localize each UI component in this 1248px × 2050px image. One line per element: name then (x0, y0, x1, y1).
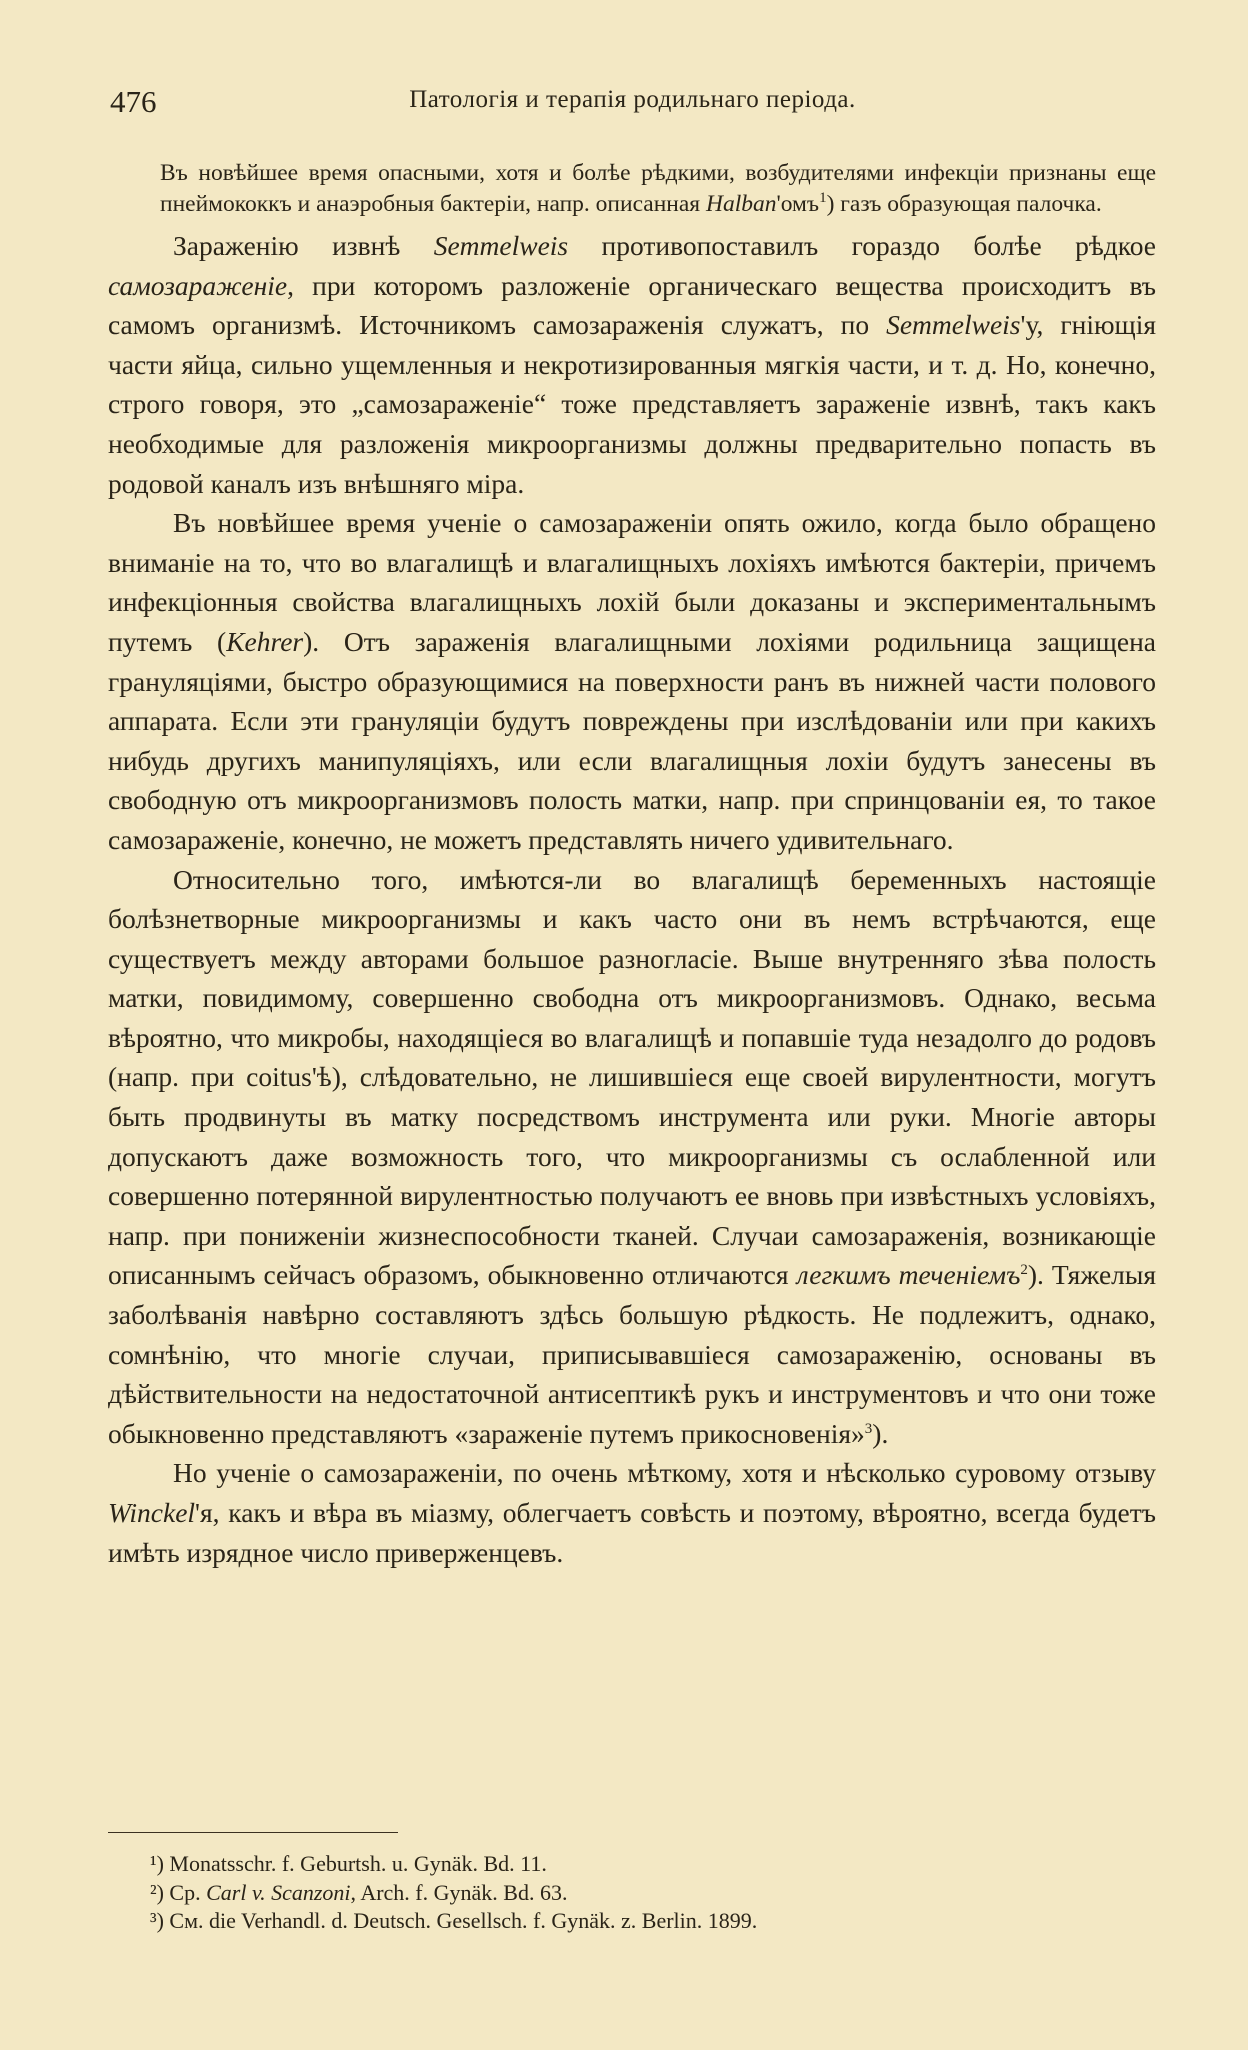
paragraph-3 (108, 860, 1156, 1454)
footnote-2 (150, 1879, 1050, 1908)
page-number: 476 (110, 84, 157, 119)
footnote-ref: 3 (864, 1420, 873, 1437)
text-span: ). Тяжелыя заболѣванія навѣрно составляютъ здѣсь большую рѣдкость. Не подлежитъ, однако, сомнѣнію, что многіе случаи, приписывавшіеся самозараженію, основаны въ дѣйствительности на недостаточной антисептикѣ рукъ и инструментовъ и что они тоже обыкновенно представляютъ «зараженіе путемъ прикосновенія» (108, 1259, 1157, 1449)
author-name: Winckel (108, 1497, 196, 1528)
text-span: , при которомъ разложеніе органическаго вещества происходитъ въ самомъ организмѣ. Источникомъ самозараженія служатъ, по (108, 269, 1156, 341)
text-span: Но ученіе о самозараженіи, по очень мѣткому, хотя и нѣсколько суровому отзыву (173, 1457, 1156, 1489)
page-body (108, 158, 1156, 1572)
text-span: , Arch. f. Gynäk. Bd. 63. (350, 1879, 568, 1905)
footnote-ref: 2 (1020, 1262, 1028, 1279)
text-span: 'омъ (776, 191, 820, 217)
intro-paragraph (108, 158, 1156, 220)
footnote-3: ³) См. die Verhandl. d. Deutsch. Gesellsch. f. Gynäk. z. Berlin. 1899. (150, 1908, 758, 1933)
paragraph-1 (108, 226, 1156, 503)
page-header (110, 84, 1155, 124)
paragraph-4 (108, 1453, 1156, 1572)
footnote-ref: 1 (819, 190, 827, 207)
footnotes (150, 1850, 1050, 1936)
author-name: Carl v. Scanzoni (206, 1879, 351, 1905)
text-span: Въ новѣйшее время ученіе о самозараженіи опять ожило, когда было обращено вниманіе на то, что во влагалищѣ и влагалищныхъ лохіяхъ имѣются бактеріи, причемъ инфекціонныя свойства влагалищныхъ лохій были доказаны и экспериментальнымъ путемъ ( (108, 507, 1156, 657)
emphasis-term: легкимъ теченіемъ (796, 1259, 1021, 1291)
author-name: Semmelweis (886, 309, 1021, 341)
footnote-1: ¹) Monatsschr. f. Geburtsh. u. Gynäk. Bd. 11. (150, 1851, 547, 1876)
text-span: Въ новѣйшее время опасными, хотя и болѣе рѣдкими, возбудителями инфекціи признаны еще пнеймококкъ и анаэробныя бактеріи, напр. описанная (160, 160, 1156, 217)
footnote-divider (108, 1832, 398, 1833)
text-span: ²) Cp. (150, 1879, 207, 1905)
paragraph-2 (108, 503, 1156, 859)
running-title: Патологія и терапія родильнаго періода. (409, 86, 856, 113)
author-name: Semmelweis (433, 230, 569, 261)
text-span: 'я, какъ и вѣра въ міазму, облегчаетъ совѣсть и поэтому, вѣроятно, всегда будетъ имѣть изрядное число приверженцевъ. (108, 1497, 1156, 1568)
text-span: Относительно того, имѣются-ли во влагалищѣ беременныхъ настоящіе болѣзнетворные микроорганизмы и какъ часто они въ немъ встрѣчаются, еще существуетъ между авторами большое разногласіе. Выше внутренняго зѣва полость матки, повидимому, совершенно свободна отъ микроорганизмовъ. Однако, весьма вѣроятно, что микробы, находящіеся во влагалищѣ и попавшіе туда незадолго до родовъ (напр. при coitus'ѣ), слѣдовательно, не лишившіеся еще своей вирулентности, могутъ быть продвинуты въ матку посредствомъ инструмента или руки. Многіе авторы допускаютъ даже возможность того, что микроорганизмы съ ослабленной или совершенно потерянной вирулентностью получаютъ ее вновь при извѣстныхъ условіяхъ, напр. при пониженіи жизнеспособности тканей. Случаи самозараженія, возникающіе описаннымъ сейчасъ образомъ, обыкновенно отличаются (108, 863, 1156, 1291)
text-span: ). Отъ зараженія влагалищными лохіями родильница защищена грануляціями, быстро образующимися на поверхности ранъ въ нижней части полового аппарата. Если эти грануляціи будутъ повреждены при изслѣдованіи или при какихъ нибудь другихъ манипуляціяхъ, или если влагалищныя лохіи будутъ занесены въ свободную отъ микроорганизмовъ полость матки, напр. при спринцованіи ея, то такое самозараженіе, конечно, не можетъ представлять ничего удивительнаго. (108, 625, 1156, 855)
author-name: Kehrer (226, 625, 304, 657)
emphasis-term: самозараженіе (108, 269, 288, 301)
text-span: Зараженію извнѣ (173, 230, 434, 261)
text-span: 'у, гніющія части яйца, сильно ущемленныя и некротизированныя мягкія части, и т. д. Но, конечно, строго говоря, это „самозараженіе“ тоже представляетъ зараженіе извнѣ, такъ какъ необходимые для разложенія микроорганизмы должны предварительно попасть въ родовой каналъ изъ внѣшняго міра. (108, 309, 1156, 499)
text-span: ) газъ образующая палочка. (826, 191, 1102, 217)
text-span: ). (872, 1417, 889, 1449)
author-name: Halban (706, 191, 777, 217)
text-span: противопоставилъ гораздо болѣе рѣдкое (568, 230, 1156, 261)
